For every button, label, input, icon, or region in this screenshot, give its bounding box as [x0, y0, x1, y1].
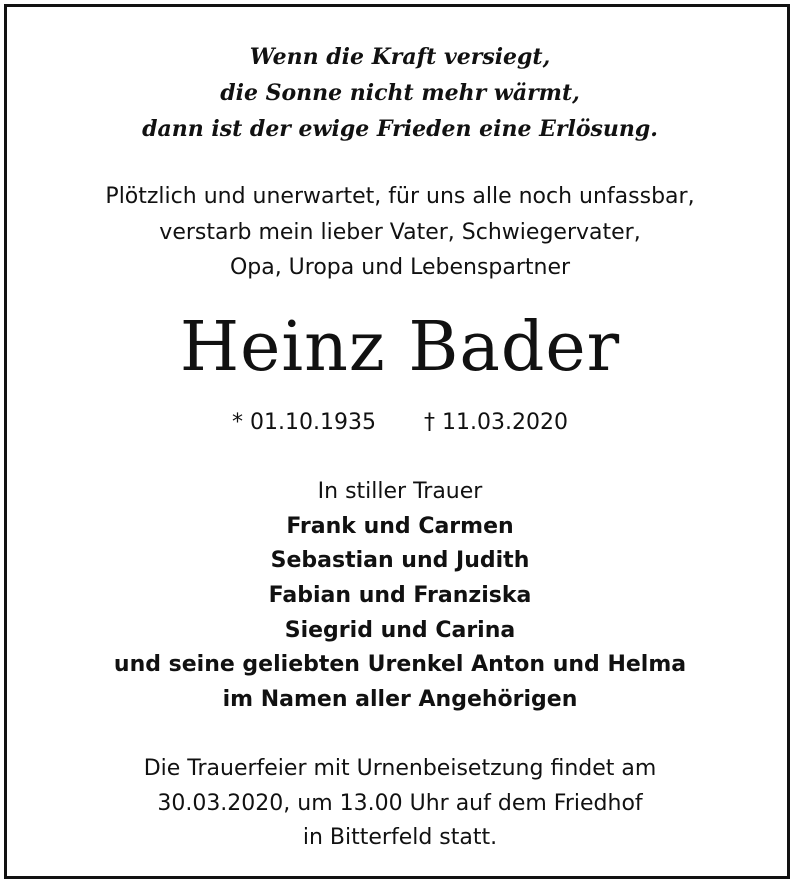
motto-line-1: Wenn die Kraft versiegt,: [249, 44, 551, 70]
death-date: † 11.03.2020: [424, 410, 568, 435]
mourner-line-2: Sebastian und Judith: [270, 548, 530, 573]
intro-line-3: Opa, Uropa und Lebenspartner: [229, 255, 571, 280]
intro-line-2: verstarb mein lieber Vater, Schwiegervater,: [159, 220, 641, 245]
mourner-line-1: Frank und Carmen: [286, 514, 514, 539]
mourner-line-6: im Namen aller Angehörigen: [222, 687, 578, 712]
mourner-line-3: Fabian und Franziska: [268, 583, 532, 608]
mourner-line-5: und seine geliebten Urenkel Anton und Helma: [113, 652, 687, 677]
intro-line-1: Plötzlich und unerwartet, für uns alle noch unfassbar,: [105, 184, 695, 209]
funeral-line-3: in Bitterfeld statt.: [302, 825, 498, 850]
life-dates: [0, 412, 800, 434]
funeral-line-2: 30.03.2020, um 13.00 Uhr auf dem Friedhof: [157, 791, 643, 816]
funeral-line-1: Die Trauerfeier mit Urnenbeisetzung findet am: [143, 756, 657, 781]
motto-line-2: die Sonne nicht mehr wärmt,: [220, 80, 580, 106]
motto-line-3: dann ist der ewige Frieden eine Erlösung.: [142, 116, 658, 142]
birth-date: * 01.10.1935: [232, 410, 376, 435]
mourning-intro: In stiller Trauer: [317, 479, 483, 504]
deceased-name: Heinz Bader: [179, 308, 621, 387]
mourner-line-4: Siegrid und Carina: [284, 618, 516, 643]
